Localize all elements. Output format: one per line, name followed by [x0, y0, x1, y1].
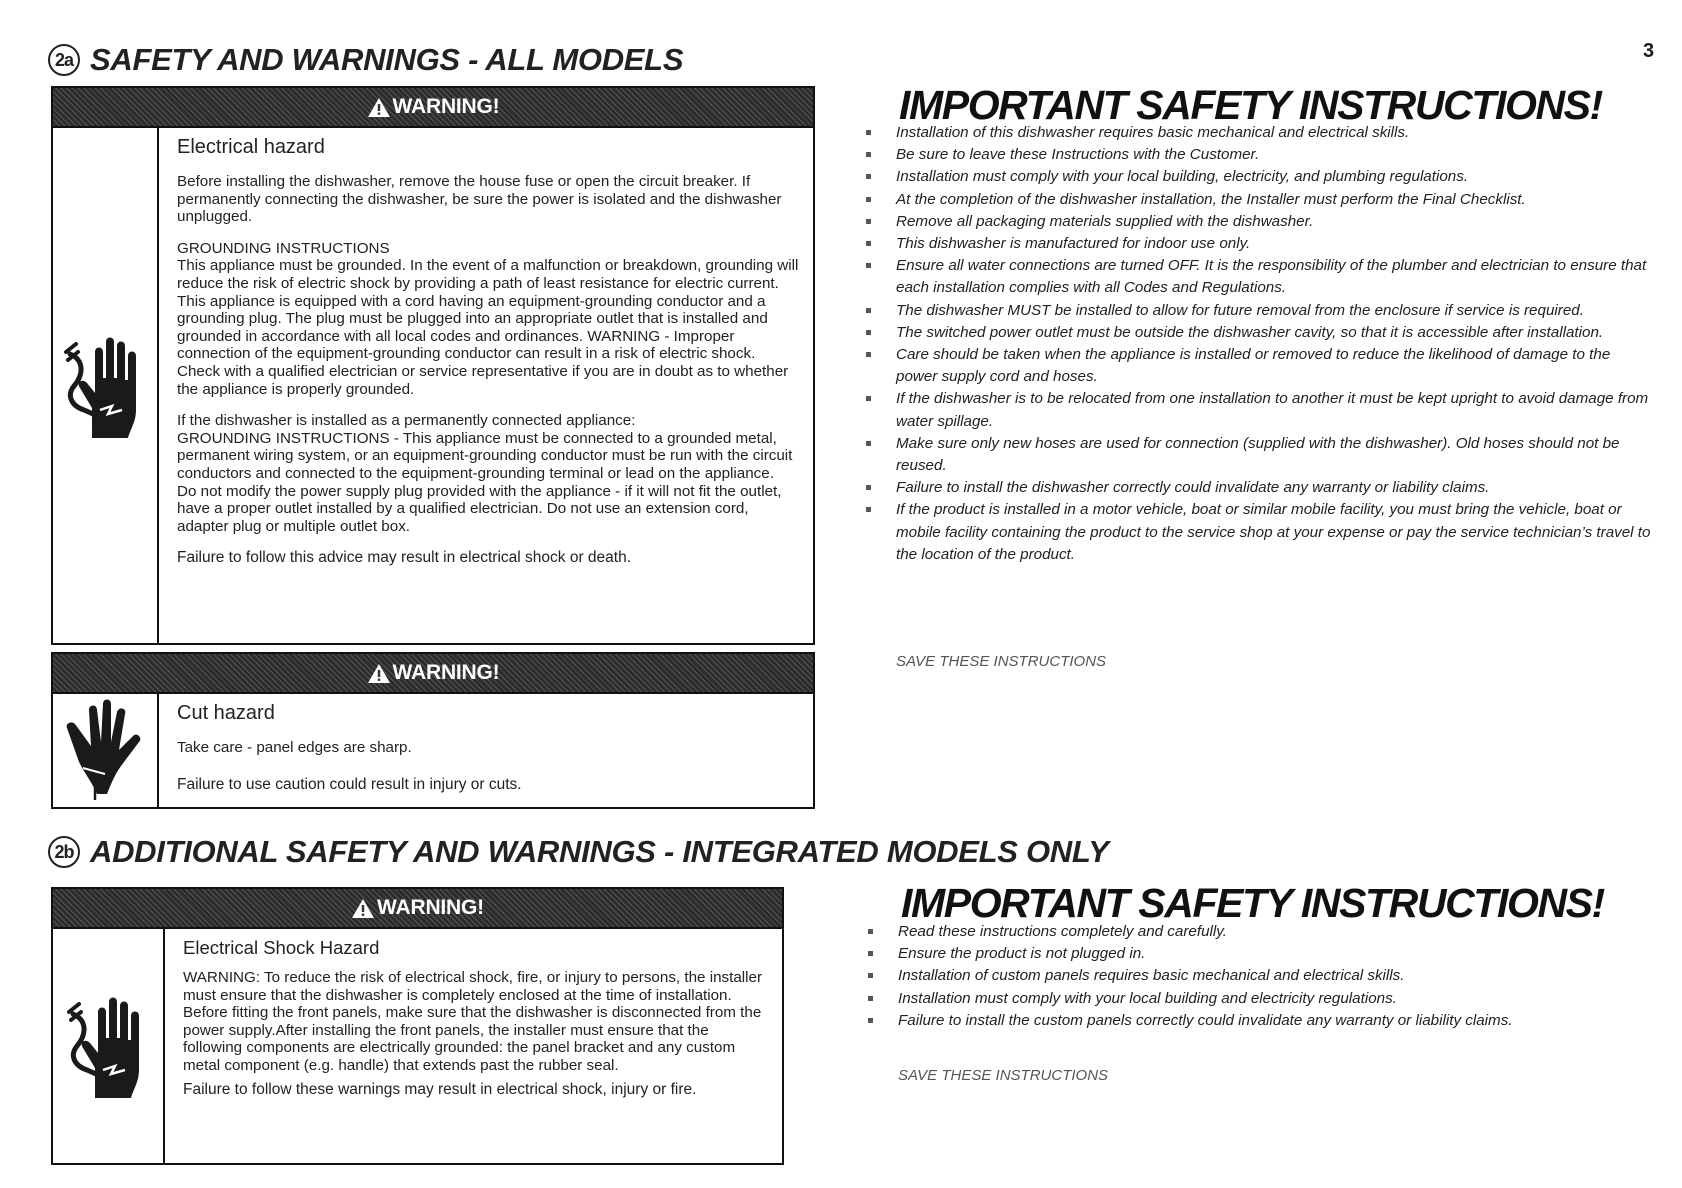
warning-label: WARNING!	[392, 661, 500, 684]
safety-instruction-list-2b	[866, 921, 1646, 1032]
list-item: Care should be taken when the appliance is installed or removed to reduce the likelihood of damage to the power supply cord and hoses.	[864, 344, 1654, 388]
list-item: Failure to install the dishwasher correctly could invalidate any warranty or liability claims.	[864, 477, 1654, 499]
hazard-title: Electrical Shock Hazard	[183, 937, 380, 958]
section-2b-heading: ADDITIONAL SAFETY AND WARNINGS - INTEGRATED MODELS ONLY	[90, 834, 1109, 869]
list-item: Read these instructions completely and carefully.	[866, 921, 1646, 943]
list-item: Be sure to leave these Instructions with the Customer.	[864, 144, 1654, 166]
section-2a-title	[48, 42, 683, 78]
warning-footer: Failure to follow these warnings may result in electrical shock, injury or fire.	[183, 1080, 697, 1098]
section-2a-badge: 2a	[48, 44, 80, 76]
cut-hand-icon	[53, 692, 159, 807]
warning-header	[53, 654, 813, 694]
list-item: Installation of this dishwasher requires basic mechanical and electrical skills.	[864, 122, 1654, 144]
warning-box-electrical-hazard	[51, 86, 815, 645]
warning-triangle-icon	[351, 898, 375, 919]
save-instructions-label: SAVE THESE INSTRUCTIONS	[896, 653, 1107, 670]
hazard-title: Cut hazard	[177, 702, 275, 724]
list-item: Make sure only new hoses are used for connection (supplied with the dishwasher). Old hoses should not be reused.	[864, 433, 1654, 477]
page-number: 3	[1643, 40, 1655, 62]
list-item: The dishwasher MUST be installed to allow for future removal from the enclosure if service is required.	[864, 300, 1654, 322]
section-2b-badge: 2b	[48, 836, 80, 868]
list-item: If the product is installed in a motor vehicle, boat or similar mobile facility, you must bring the vehicle, boat or mobile facility containing the product to the service shop at your expense or pay the service technician’s travel to the location of the product.	[864, 499, 1654, 566]
warning-paragraph: GROUNDING INSTRUCTIONS This appliance must be grounded. In the event of a malfunction or breakdown, grounding will reduce the risk of electric shock by providing a path of least resistance for electric current. This appliance is equipped with a cord having an equipment-grounding conductor and a grounding plug. The plug must be plugged into an appropriate outlet that is installed and grounded in accordance with all local codes and ordinances. WARNING - Improper connection of the equipment-grounding conductor can result in a risk of electric shock. Check with a qualified electrician or service representative if you are in doubt as to whether the appliance is properly grounded.	[177, 239, 799, 398]
list-item: Installation of custom panels requires basic mechanical and electrical skills.	[866, 965, 1646, 987]
list-item: Ensure the product is not plugged in.	[866, 943, 1646, 965]
warning-header	[53, 88, 813, 128]
list-item: Installation must comply with your local building, electricity, and plumbing regulations.	[864, 166, 1654, 188]
important-safety-title: IMPORTANT SAFETY INSTRUCTIONS!	[899, 82, 1602, 128]
warning-header	[53, 889, 782, 929]
warning-paragraph: WARNING: To reduce the risk of electrical shock, fire, or injury to persons, the installer must ensure that the dishwasher is completely enclosed at the time of installation. Before fitting the front panels, make sure that the dishwasher is disconnected from the power supply.After installing the front panels, the installer must ensure that the following components are electrically grounded: the panel bracket and any custom metal component (e.g. handle) that extends past the rubber seal.	[183, 969, 763, 1074]
warning-triangle-icon	[367, 663, 391, 684]
section-2b-title	[48, 834, 1109, 870]
list-item: At the completion of the dishwasher installation, the Installer must perform the Final Checklist.	[864, 189, 1654, 211]
list-item: This dishwasher is manufactured for indoor use only.	[864, 233, 1654, 255]
list-item: Installation must comply with your local building and electricity regulations.	[866, 988, 1646, 1010]
section-2a-heading: SAFETY AND WARNINGS - ALL MODELS	[90, 42, 684, 77]
important-safety-title-2b: IMPORTANT SAFETY INSTRUCTIONS!	[901, 880, 1604, 926]
list-item: If the dishwasher is to be relocated from one installation to another it must be kept upright to avoid damage from water spillage.	[864, 388, 1654, 432]
list-item: Failure to install the custom panels correctly could invalidate any warranty or liability claims.	[866, 1010, 1646, 1032]
warning-box-electrical-shock-hazard	[51, 887, 784, 1165]
electric-shock-hand-icon	[53, 126, 159, 643]
electric-shock-hand-icon	[53, 927, 165, 1163]
hazard-title: Electrical hazard	[177, 136, 325, 158]
warning-label: WARNING!	[377, 896, 484, 919]
safety-instruction-list	[864, 122, 1654, 566]
warning-paragraph: Before installing the dishwasher, remove the house fuse or open the circuit breaker. If permanently connecting the dishwasher, be sure the power is isolated and the dishwasher unplugged.	[177, 173, 782, 226]
warning-footer: Failure to follow this advice may result in electrical shock or death.	[177, 549, 632, 567]
list-item: Remove all packaging materials supplied with the dishwasher.	[864, 211, 1654, 233]
warning-footer: Failure to use caution could result in injury or cuts.	[177, 775, 522, 793]
list-item: Ensure all water connections are turned OFF. It is the responsibility of the plumber and electrician to ensure that each installation complies with all Codes and Regulations.	[864, 255, 1654, 299]
warning-paragraph: If the dishwasher is installed as a permanently connected appliance: GROUNDING INSTRUCTIONS - This appliance must be connected to a grounded metal, permanent wiring system, or an equipment-grounding conductor must be run with the circuit conductors and connected to the equipment-grounding terminal or lead on the appliance. Do not modify the power supply plug provided with the appliance - if it will not fit the outlet, have a proper outlet installed by a qualified electrician. Do not use an extension cord, adapter plug or multiple outlet box.	[177, 412, 793, 535]
save-instructions-label-2b: SAVE THESE INSTRUCTIONS	[898, 1067, 1109, 1084]
warning-label: WARNING!	[392, 95, 500, 118]
warning-triangle-icon	[367, 97, 391, 118]
warning-paragraph: Take care - panel edges are sharp.	[177, 739, 412, 756]
list-item: The switched power outlet must be outside the dishwasher cavity, so that it is accessible after installation.	[864, 322, 1654, 344]
warning-box-cut-hazard	[51, 652, 815, 809]
